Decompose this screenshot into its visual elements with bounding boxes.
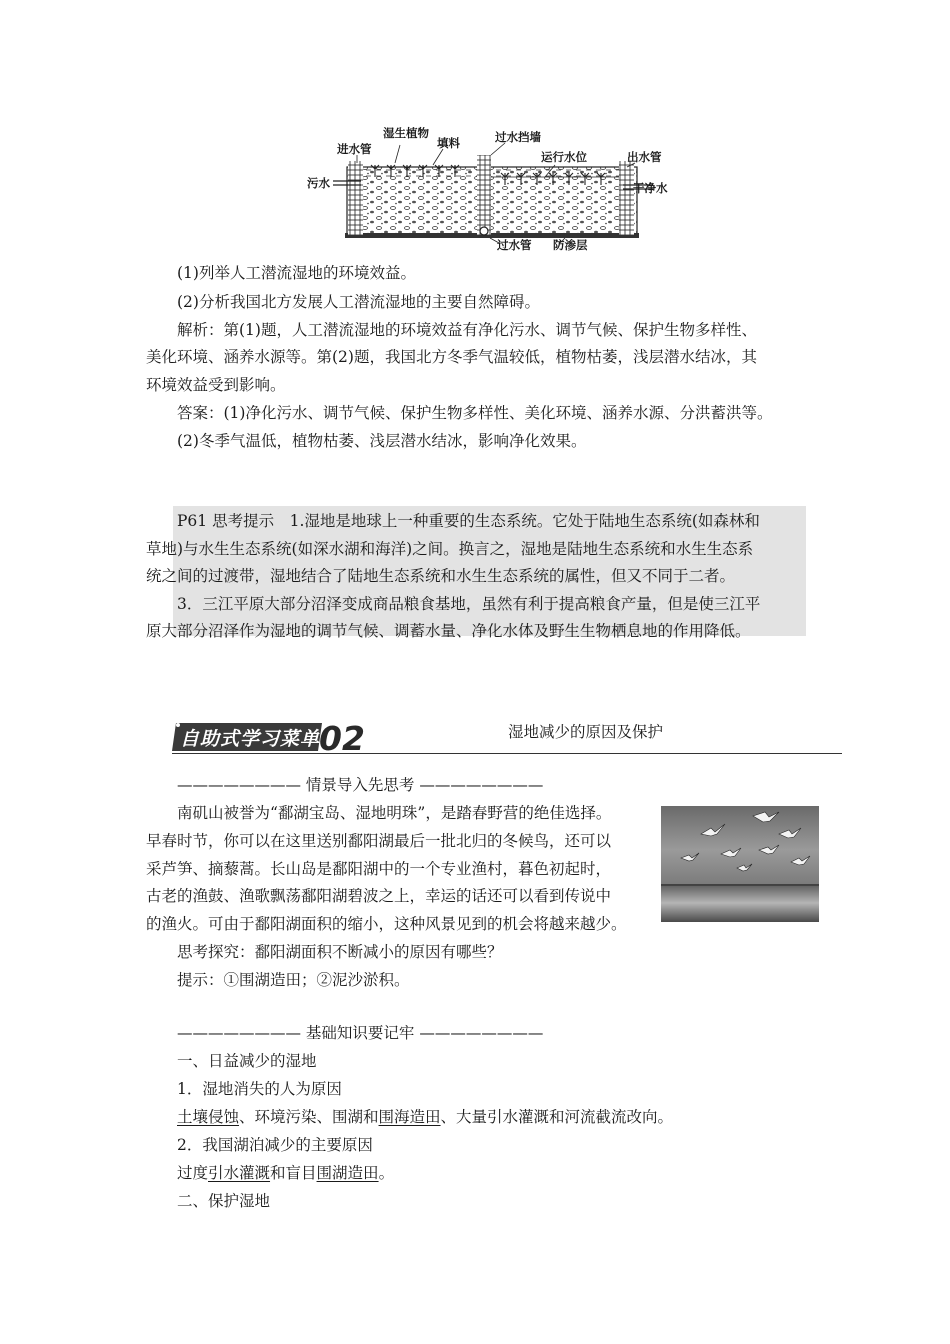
- label-clean-water: 干净水: [633, 181, 668, 195]
- answer-line-1: 答案：(1)净化污水、调节气候、保护生物多样性、美化环境、涵养水源、分洪蓄洪等。: [177, 404, 773, 422]
- banner-text: 自助式学习菜单: [180, 728, 321, 750]
- intro-line-3: 采芦笋、摘藜蒿。长山岛是鄱阳湖中的一个专业渔村，暮色初起时，: [146, 860, 612, 878]
- basics-sub-2: 2．我国湖泊减少的主要原因: [177, 1136, 373, 1154]
- text-segment: 。: [378, 1164, 395, 1182]
- intro-line-5: 的渔火。可由于鄱阳湖面积的缩小，这种风景见到的机会将越来越少。: [146, 915, 627, 933]
- banner-number: 02: [319, 719, 365, 758]
- label-overflow-wall: 过水挡墙: [495, 130, 541, 144]
- text-segment: 、环境污染、围湖和: [239, 1108, 379, 1126]
- text-segment: 、大量引水灌溉和河流截流改向。: [440, 1108, 674, 1126]
- label-wet-plants: 湿生植物: [383, 126, 429, 140]
- blank-soil-erosion: 土壤侵蚀: [177, 1108, 240, 1126]
- basics-sub-2-content: [177, 1163, 394, 1183]
- hint-line-2: 草地)与水生生态系统(如深水湖和海洋)之间。换言之，湿地是陆地生态系统和水生生态系: [146, 540, 754, 558]
- question-1: (1)列举人工潜流湿地的环境效益。: [177, 264, 416, 282]
- label-inlet-pipe: 进水管: [337, 142, 372, 156]
- photo-drawing: [661, 806, 819, 922]
- text-segment: 过度: [177, 1164, 209, 1182]
- label-sewage: 污水: [307, 176, 330, 190]
- analysis-line-3: 环境效益受到影响。: [146, 376, 286, 394]
- intro-heading: ———————— 情景导入先思考 ————————: [177, 776, 544, 794]
- hint-line-5: 原大部分沼泽作为湿地的调节气候、调蓄水量、净化水体及野生生物栖息地的作用降低。: [146, 622, 751, 640]
- basics-heading-2: 二、保护湿地: [177, 1192, 271, 1210]
- label-seepage-layer: 防渗层: [553, 238, 588, 252]
- section-banner: [172, 719, 368, 758]
- intro-question: 思考探究：鄱阳湖面积不断减小的原因有哪些？: [177, 943, 503, 961]
- basics-heading-1: 一、日益减少的湿地: [177, 1052, 317, 1070]
- wetland-birds-photo: [661, 806, 819, 922]
- hint-line-1: P61 思考提示 1.湿地是地球上一种重要的生态系统。它处于陆地生态系统(如森林和: [177, 512, 760, 530]
- hint-line-3: 统之间的过渡带，湿地结合了陆地生态系统和水生生态系统的属性，但又不同于二者。: [146, 567, 736, 585]
- blank-lake-reclamation: 围湖造田: [316, 1164, 379, 1182]
- label-through-pipe: 过水管: [497, 238, 532, 252]
- intro-line-2: 早春时节，你可以在这里送别鄱阳湖最后一批北归的冬候鸟，还可以: [146, 832, 612, 850]
- basics-sub-1: 1．湿地消失的人为原因: [177, 1080, 342, 1098]
- blank-irrigation: 引水灌溉: [208, 1164, 271, 1182]
- question-2: (2)分析我国北方发展人工潜流湿地的主要自然障碍。: [177, 293, 540, 311]
- wetland-diagram: [305, 125, 685, 255]
- label-filler: 填料: [437, 136, 460, 150]
- basics-sub-1-content: [177, 1107, 673, 1127]
- label-water-level: 运行水位: [541, 150, 587, 164]
- basics-heading: ———————— 基础知识要记牢 ————————: [177, 1024, 544, 1042]
- section-title: 湿地减少的原因及保护: [508, 723, 664, 741]
- text-segment: 和盲目: [270, 1164, 317, 1182]
- section-divider: [172, 753, 842, 754]
- intro-line-4: 古老的渔鼓、渔歌飘荡鄱阳湖碧波之上，幸运的话还可以看到传说中: [146, 887, 612, 905]
- intro-line-1: 南矶山被誉为“鄱湖宝岛、湿地明珠”，是踏春野营的绝佳选择。: [177, 804, 612, 822]
- hint-line-4: 3．三江平原大部分沼泽变成商品粮食基地，虽然有利于提高粮食产量，但是使三江平: [177, 595, 761, 613]
- analysis-line-1: 解析：第(1)题，人工潜流湿地的环境效益有净化污水、调节气候、保护生物多样性、: [177, 321, 757, 339]
- blank-sea-reclamation: 围海造田: [378, 1108, 441, 1126]
- answer-line-2: (2)冬季气温低，植物枯萎、浅层潜水结冰，影响净化效果。: [177, 432, 587, 450]
- label-outlet-pipe: 出水管: [627, 150, 662, 164]
- intro-hint: 提示：①围湖造田；②泥沙淤积。: [177, 971, 410, 989]
- analysis-line-2: 美化环境、涵养水源等。第(2)题，我国北方冬季气温较低，植物枯萎，浅层潜水结冰，其: [146, 348, 757, 366]
